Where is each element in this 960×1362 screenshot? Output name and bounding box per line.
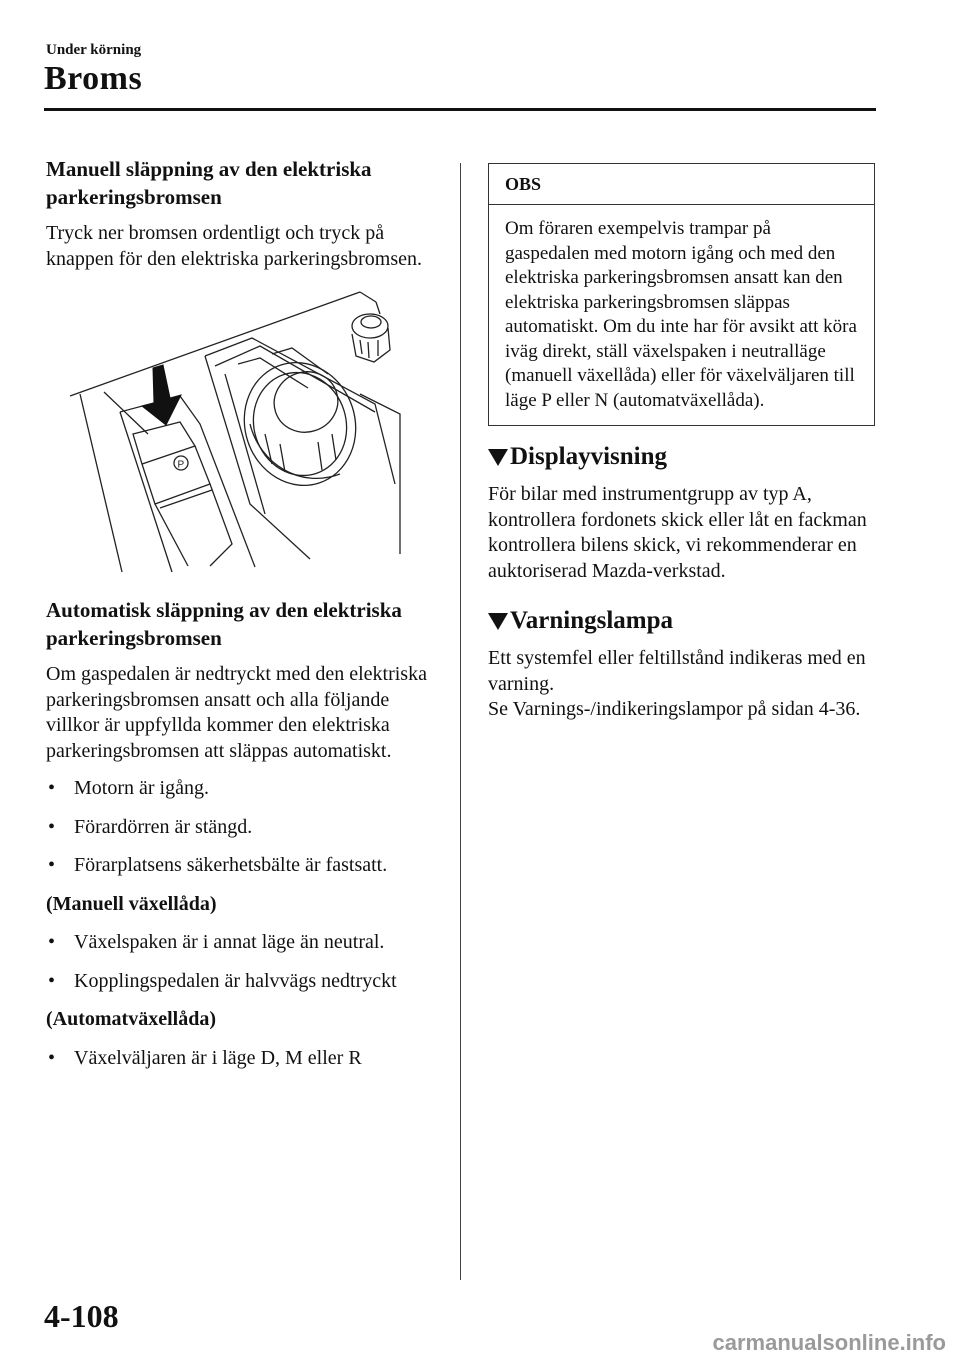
parking-brake-switch-illustration	[60, 284, 420, 574]
section-title-warning: Varningslampa	[510, 607, 674, 634]
page-number: 4-108	[44, 1298, 119, 1334]
paragraph-manual-release: Tryck ner bromsen ordentligt och tryck på knappen för den elektriska parkeringsbromsen.	[46, 222, 422, 270]
bullet-icon: •	[48, 854, 56, 876]
paragraph-warning-1: Ett systemfel eller feltillstånd indikeras med en varning.	[488, 647, 866, 695]
bullet-icon: •	[48, 1046, 56, 1069]
list-item: • Motorn är igång.	[46, 776, 441, 802]
bullet-icon: •	[48, 777, 56, 799]
bullet-icon: •	[48, 931, 56, 953]
p-button-label: P	[177, 459, 185, 471]
page-title: Broms	[44, 60, 143, 97]
list-item: • Växelspaken är i annat läge än neutral.	[46, 930, 441, 956]
list-item: • Kopplingspedalen är halvvägs nedtryckt	[46, 969, 441, 995]
section-label: Under körning	[46, 42, 142, 58]
left-column	[46, 155, 441, 1084]
list-item: • Förarplatsens säkerhetsbälte är fastsatt.	[46, 853, 441, 879]
section-triangle-icon	[488, 449, 508, 466]
bullet-icon: •	[48, 815, 56, 838]
section-title-display: Displayvisning	[510, 443, 668, 470]
header-rule	[44, 108, 876, 111]
note-title: OBS	[505, 174, 542, 194]
paragraph-display: För bilar med instrumentgrupp av typ A, kontrollera fordonets skick eller låt en fackman kontrollera bilens skick, vi rekommenderar en auktoriserad Mazda-verkstad.	[488, 483, 867, 582]
note-box	[488, 163, 875, 426]
paragraph-automatic-release: Om gaspedalen är nedtryckt med den elektriska parkeringsbromsen ansatt och alla följande villkor är uppfyllda kommer den elektriska parkeringsbromsen att släppas automatiskt.	[46, 663, 427, 762]
heading-manual-release: Manuell släppning av den elektriska parkeringsbromsen	[46, 157, 372, 209]
list-item: • Förardörren är stängd.	[46, 815, 441, 841]
heading-automatic-release: Automatisk släppning av den elektriska parkeringsbromsen	[46, 598, 402, 650]
column-divider	[460, 163, 461, 1280]
subheading-manual-transmission: (Manuell växellåda)	[46, 892, 217, 915]
right-column	[488, 163, 876, 735]
bullet-icon: •	[48, 969, 56, 992]
section-display	[488, 442, 876, 584]
section-warning-lamp	[488, 606, 876, 723]
watermark: carmanualsonline.info	[712, 1330, 946, 1355]
push-arrow-icon	[142, 365, 181, 425]
paragraph-warning-2: Se Varnings-/indikeringslampor på sidan 4-36.	[488, 698, 861, 720]
list-item: • Växelväljaren är i läge D, M eller R	[46, 1046, 441, 1072]
section-triangle-icon	[488, 613, 508, 630]
subheading-automatic-transmission: (Automatväxellåda)	[46, 1008, 216, 1030]
note-body: Om föraren exempelvis trampar på gaspedalen med motorn igång och med den elektriska parkeringsbromsen ansatt kan den elektriska parkeringsbromsen släppas automatiskt. Om du inte har för avsikt att köra iväg direkt, ställ växelspaken i neutralläge (manuell växellåda) eller för växelväljaren till läge P eller N (automatväxellåda).	[505, 218, 857, 411]
